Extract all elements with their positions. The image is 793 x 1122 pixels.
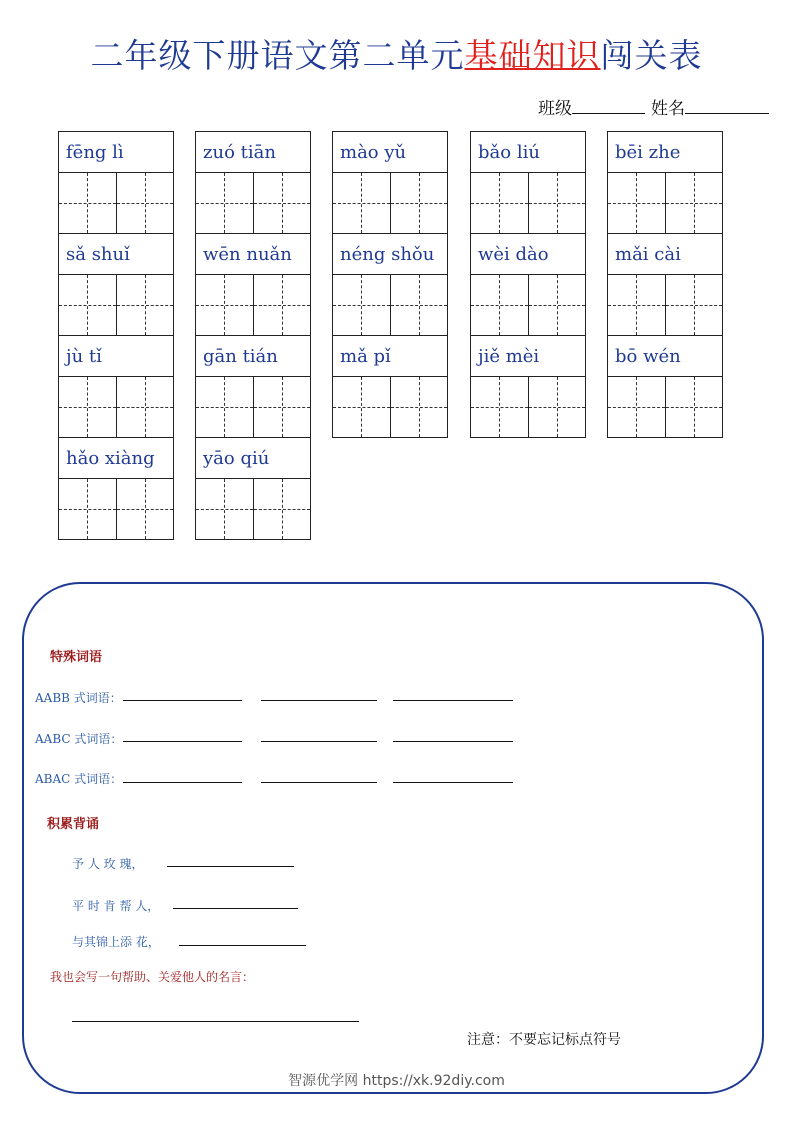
exercise-box <box>22 582 764 1094</box>
page-title: 二年级下册语文第二单元基础知识闯关表 <box>90 36 703 75</box>
writing-cell[interactable] <box>665 275 723 335</box>
class-label: 班级 <box>538 99 572 119</box>
title-highlight: 基础知识 <box>464 36 601 75</box>
word-item <box>471 234 585 336</box>
pinyin-label: wēn nuǎn <box>196 234 310 275</box>
punctuation-note: 注意：不要忘记标点符号 <box>467 1032 621 1048</box>
writing-cell[interactable] <box>116 173 174 233</box>
pinyin-label: gān tián <box>196 336 310 377</box>
writing-cell[interactable] <box>608 173 665 233</box>
writing-grid <box>333 275 447 335</box>
writing-grid <box>196 275 310 335</box>
writing-grid <box>471 275 585 335</box>
pinyin-label: fēng lì <box>59 132 173 173</box>
writing-grid <box>608 173 722 233</box>
writing-grid <box>196 377 310 437</box>
writing-grid <box>333 377 447 437</box>
word-item <box>196 132 310 234</box>
recite-line-2: 平 时 肯 帮 人， <box>72 899 160 913</box>
abac-blank-1[interactable] <box>123 782 242 783</box>
writing-cell[interactable] <box>196 173 253 233</box>
writing-grid <box>59 377 173 437</box>
writing-grid <box>471 377 585 437</box>
section-recitation: 积累背诵 <box>47 817 100 832</box>
pinyin-label: néng shǒu <box>333 234 447 275</box>
writing-grid <box>608 275 722 335</box>
aabc-label: AABC 式词语： <box>35 732 123 746</box>
writing-cell[interactable] <box>333 275 390 335</box>
writing-cell[interactable] <box>471 275 528 335</box>
aabb-label: AABB 式词语： <box>35 691 122 705</box>
word-item <box>59 438 173 540</box>
pinyin-label: bō wén <box>608 336 722 377</box>
pinyin-label: hǎo xiàng <box>59 438 173 479</box>
writing-cell[interactable] <box>196 479 253 539</box>
word-column <box>58 131 174 540</box>
word-column <box>332 131 448 438</box>
class-blank[interactable] <box>572 99 645 114</box>
abac-blank-3[interactable] <box>393 782 513 783</box>
word-item <box>196 336 310 438</box>
writing-grid <box>59 173 173 233</box>
section-special-words: 特殊词语 <box>50 650 103 665</box>
pinyin-label: sǎ shuǐ <box>59 234 173 275</box>
writing-cell[interactable] <box>333 377 390 437</box>
pinyin-label: bǎo liú <box>471 132 585 173</box>
writing-cell[interactable] <box>116 479 174 539</box>
word-item <box>608 132 722 234</box>
writing-cell[interactable] <box>471 377 528 437</box>
writing-grid <box>333 173 447 233</box>
pinyin-label: jiě mèi <box>471 336 585 377</box>
word-item <box>608 234 722 336</box>
writing-cell[interactable] <box>390 275 448 335</box>
writing-cell[interactable] <box>471 173 528 233</box>
writing-cell[interactable] <box>253 173 311 233</box>
writing-cell[interactable] <box>665 173 723 233</box>
writing-grid <box>608 377 722 437</box>
motto-prompt: 我也会写一句帮助、关爱他人的名言： <box>50 970 255 984</box>
pinyin-label: zuó tiān <box>196 132 310 173</box>
recite-line-3: 与其锦上添 花， <box>72 935 160 949</box>
writing-grid <box>59 275 173 335</box>
writing-cell[interactable] <box>665 377 723 437</box>
writing-cell[interactable] <box>59 173 116 233</box>
abac-label: ABAC 式词语： <box>35 772 123 786</box>
recite-line-1: 予 人 玫 瑰， <box>72 857 144 871</box>
writing-cell[interactable] <box>59 377 116 437</box>
writing-cell[interactable] <box>608 377 665 437</box>
name-blank[interactable] <box>685 99 769 114</box>
writing-cell[interactable] <box>528 275 586 335</box>
word-item <box>59 234 173 336</box>
name-label: 姓名 <box>651 99 685 119</box>
motto-blank[interactable] <box>72 1021 359 1022</box>
writing-grid <box>196 173 310 233</box>
writing-cell[interactable] <box>116 377 174 437</box>
pinyin-label: mǎi cài <box>608 234 722 275</box>
writing-cell[interactable] <box>608 275 665 335</box>
word-item <box>333 336 447 438</box>
word-item <box>333 132 447 234</box>
recite-blank-3[interactable] <box>179 945 306 946</box>
recite-blank-2[interactable] <box>173 908 298 909</box>
pinyin-label: wèi dào <box>471 234 585 275</box>
word-column <box>607 131 723 438</box>
pinyin-label: bēi zhe <box>608 132 722 173</box>
name-field[interactable] <box>651 94 769 119</box>
writing-grid <box>59 479 173 539</box>
word-item <box>471 336 585 438</box>
word-item <box>608 336 722 438</box>
pinyin-label: yāo qiú <box>196 438 310 479</box>
writing-grid <box>471 173 585 233</box>
word-item <box>471 132 585 234</box>
writing-cell[interactable] <box>333 173 390 233</box>
word-item <box>333 234 447 336</box>
writing-cell[interactable] <box>59 479 116 539</box>
writing-cell[interactable] <box>390 173 448 233</box>
writing-cell[interactable] <box>528 377 586 437</box>
word-item <box>196 234 310 336</box>
footer-watermark: 智源优学网 https://xk.92diy.com <box>288 1073 505 1089</box>
writing-cell[interactable] <box>59 275 116 335</box>
pinyin-label: jù tǐ <box>59 336 173 377</box>
aabc-blank-1[interactable] <box>123 741 242 742</box>
writing-cell[interactable] <box>116 275 174 335</box>
word-column <box>470 131 586 438</box>
recite-blank-1[interactable] <box>167 866 294 867</box>
writing-cell[interactable] <box>528 173 586 233</box>
word-item <box>59 132 173 234</box>
pinyin-label: mǎ pǐ <box>333 336 447 377</box>
writing-cell[interactable] <box>196 377 253 437</box>
word-column <box>195 131 311 540</box>
writing-cell[interactable] <box>390 377 448 437</box>
aabc-blank-2[interactable] <box>261 741 377 742</box>
word-item <box>196 438 310 540</box>
pinyin-label: mào yǔ <box>333 132 447 173</box>
aabc-blank-3[interactable] <box>393 741 513 742</box>
writing-grid <box>196 479 310 539</box>
aabb-blank-1[interactable] <box>123 700 242 701</box>
writing-cell[interactable] <box>196 275 253 335</box>
writing-cell[interactable] <box>253 479 311 539</box>
aabb-blank-2[interactable] <box>261 700 377 701</box>
writing-cell[interactable] <box>253 377 311 437</box>
aabb-blank-3[interactable] <box>393 700 513 701</box>
abac-blank-2[interactable] <box>261 782 377 783</box>
class-field[interactable] <box>538 94 645 119</box>
word-item <box>59 336 173 438</box>
writing-cell[interactable] <box>253 275 311 335</box>
